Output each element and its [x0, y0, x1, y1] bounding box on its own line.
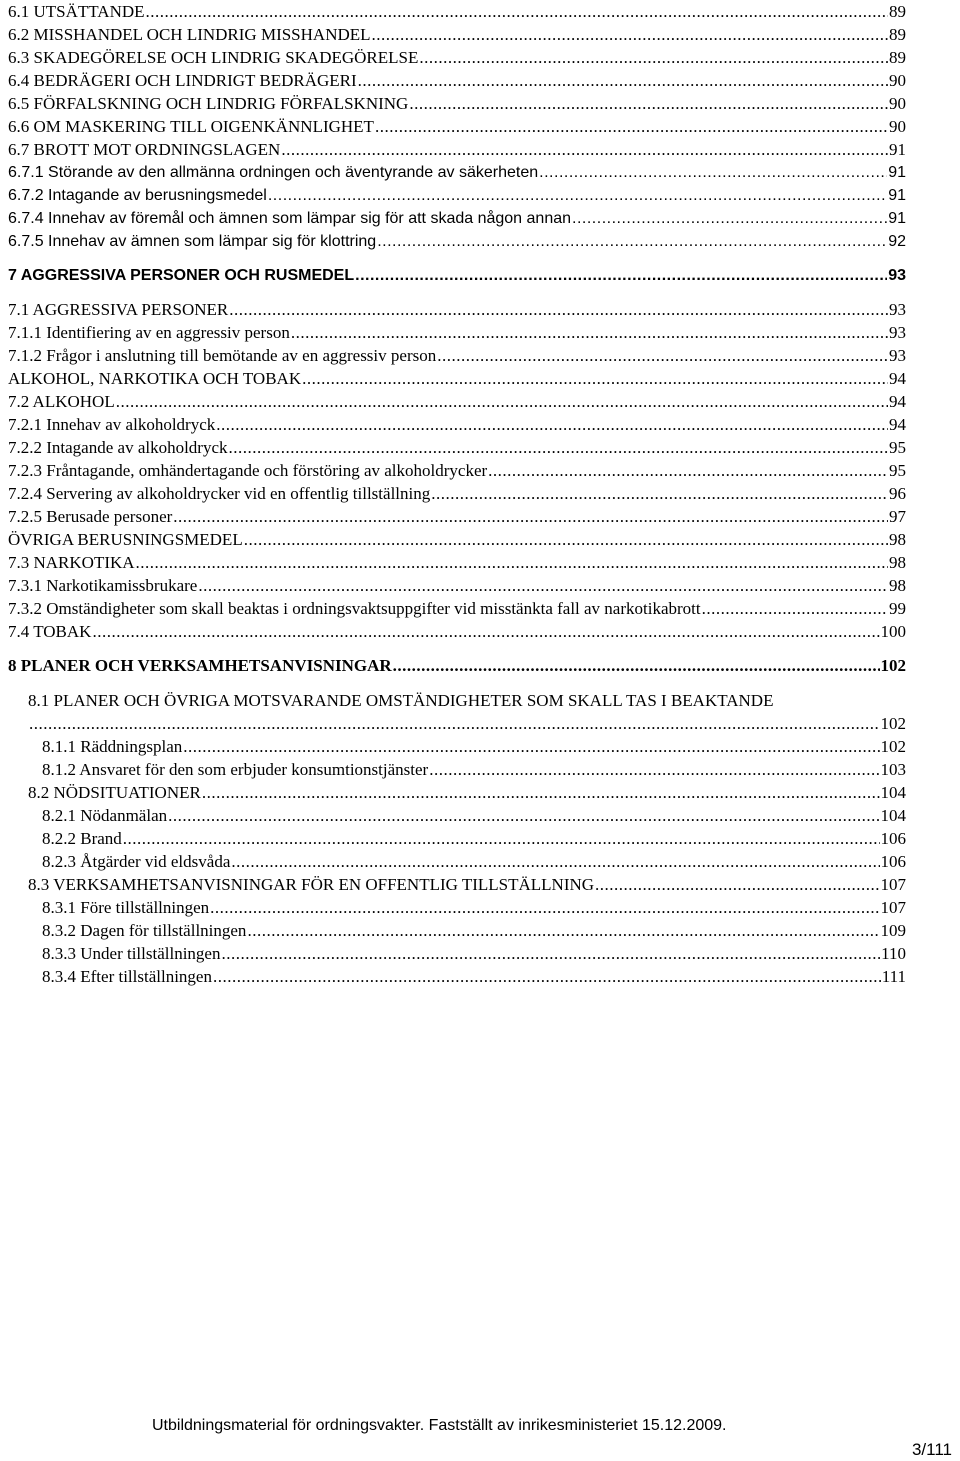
toc-entry[interactable]: 6.4 BEDRÄGERI OCH LINDRIGT BEDRÄGERI ..... 90 [8, 71, 906, 91]
toc-entry[interactable]: ÖVRIGA BERUSNINGSMEDEL ..... 98 [8, 530, 906, 550]
toc-entry-continuation[interactable]: ..... 102 [28, 714, 906, 734]
toc-entry[interactable]: 8.1.2 Ansvaret för den som erbjuder konsumtionstjänster ..... 103 [42, 760, 906, 780]
toc-entry[interactable]: 6.3 SKADEGÖRELSE OCH LINDRIG SKADEGÖRELSE ..... 89 [8, 48, 906, 68]
toc-entry[interactable]: 6.5 FÖRFALSKNING OCH LINDRIG FÖRFALSKNING ..... 90 [8, 94, 906, 114]
toc-entry[interactable]: 6.7.1 Störande av den allmänna ordningen och äventyrande av säkerheten ..... 91 [8, 163, 906, 183]
toc-entry[interactable]: 8.3 VERKSAMHETSANVISNINGAR FÖR EN OFFENTLIG TILLSTÄLLNING ..... 107 [28, 875, 906, 895]
toc-entry[interactable]: 7.1.1 Identifiering av en aggressiv person ..... 93 [8, 323, 906, 343]
toc-chapter-entry[interactable]: 7 AGGRESSIVA PERSONER OCH RUSMEDEL ..... 93 [8, 266, 906, 286]
toc-entry[interactable]: 8.3.1 Före tillställningen ..... 107 [42, 898, 906, 918]
toc-entry[interactable]: 7.2 ALKOHOL ..... 94 [8, 392, 906, 412]
toc-entry[interactable]: 7.1.2 Frågor i anslutning till bemötande av en aggressiv person ..... 93 [8, 346, 906, 366]
toc-entry[interactable]: 6.7.5 Innehav av ämnen som lämpar sig för klottring ..... 92 [8, 232, 906, 252]
toc-entry[interactable]: 6.7 BROTT MOT ORDNINGSLAGEN ..... 91 [8, 140, 906, 160]
toc-entry[interactable]: 6.7.2 Intagande av berusningsmedel ..... 91 [8, 186, 906, 206]
toc-entry[interactable]: 7.2.2 Intagande av alkoholdryck ..... 95 [8, 438, 906, 458]
toc-entry[interactable]: 7.2.5 Berusade personer ..... 97 [8, 507, 906, 527]
toc-entry[interactable]: 7.4 TOBAK ..... 100 [8, 622, 906, 642]
toc-entry[interactable]: 7.3.1 Narkotikamissbrukare ..... 98 [8, 576, 906, 596]
toc-entry[interactable]: 6.2 MISSHANDEL OCH LINDRIG MISSHANDEL ..... 89 [8, 25, 906, 45]
toc-entry[interactable]: 8.3.4 Efter tillställningen ..... 111 [42, 967, 906, 987]
toc-entry[interactable]: 8.2.3 Åtgärder vid eldsvåda ..... 106 [42, 852, 906, 872]
toc-entry[interactable]: 6.1 UTSÄTTANDE ..... 89 [8, 2, 906, 22]
page-number: 3/111 [911, 1440, 952, 1459]
toc-entry[interactable]: 7.3.2 Omständigheter som skall beaktas i ordningsvaktsuppgifter vid misstänkta fall av narkotikabrott ..... 99 [8, 599, 906, 619]
toc-entry[interactable]: 8.3.2 Dagen för tillställningen ..... 109 [42, 921, 906, 941]
toc-entry[interactable]: ALKOHOL, NARKOTIKA OCH TOBAK ..... 94 [8, 369, 906, 389]
toc-entry[interactable]: 7.2.3 Fråntagande, omhändertagande och förstöring av alkoholdrycker ..... 95 [8, 461, 906, 481]
toc-entry[interactable]: 8.2 NÖDSITUATIONER ..... 104 [28, 783, 906, 803]
toc-entry-long-title[interactable]: 8.1 PLANER OCH ÖVRIGA MOTSVARANDE OMSTÄNDIGHETER SOM SKALL TAS I BEAKTANDE [28, 691, 774, 710]
toc-entry[interactable]: 7.1 AGGRESSIVA PERSONER ..... 93 [8, 300, 906, 320]
page-footer: Utbildningsmaterial för ordningsvakter. Fastställt av inrikesministeriet 15.12.2009. [152, 1417, 727, 1434]
toc-entry[interactable]: 8.1.1 Räddningsplan ..... 102 [42, 737, 906, 757]
toc-entry[interactable]: 8.3.3 Under tillställningen ..... 110 [42, 944, 906, 964]
toc-entry[interactable]: 7.2.4 Servering av alkoholdrycker vid en offentlig tillställning ..... 96 [8, 484, 906, 504]
toc-entry[interactable]: 8.2.1 Nödanmälan ..... 104 [42, 806, 906, 826]
toc-entry[interactable]: 6.7.4 Innehav av föremål och ämnen som lämpar sig för att skada någon annan ..... 91 [8, 209, 906, 229]
toc-entry[interactable]: 6.6 OM MASKERING TILL OIGENKÄNNLIGHET ..... 90 [8, 117, 906, 137]
toc-entry[interactable]: 8.2.2 Brand ..... 106 [42, 829, 906, 849]
toc-entry[interactable]: 7.3 NARKOTIKA ..... 98 [8, 553, 906, 573]
toc-entry[interactable]: 7.2.1 Innehav av alkoholdryck ..... 94 [8, 415, 906, 435]
toc-chapter-entry[interactable]: 8 PLANER OCH VERKSAMHETSANVISNINGAR ..... 102 [8, 656, 906, 676]
